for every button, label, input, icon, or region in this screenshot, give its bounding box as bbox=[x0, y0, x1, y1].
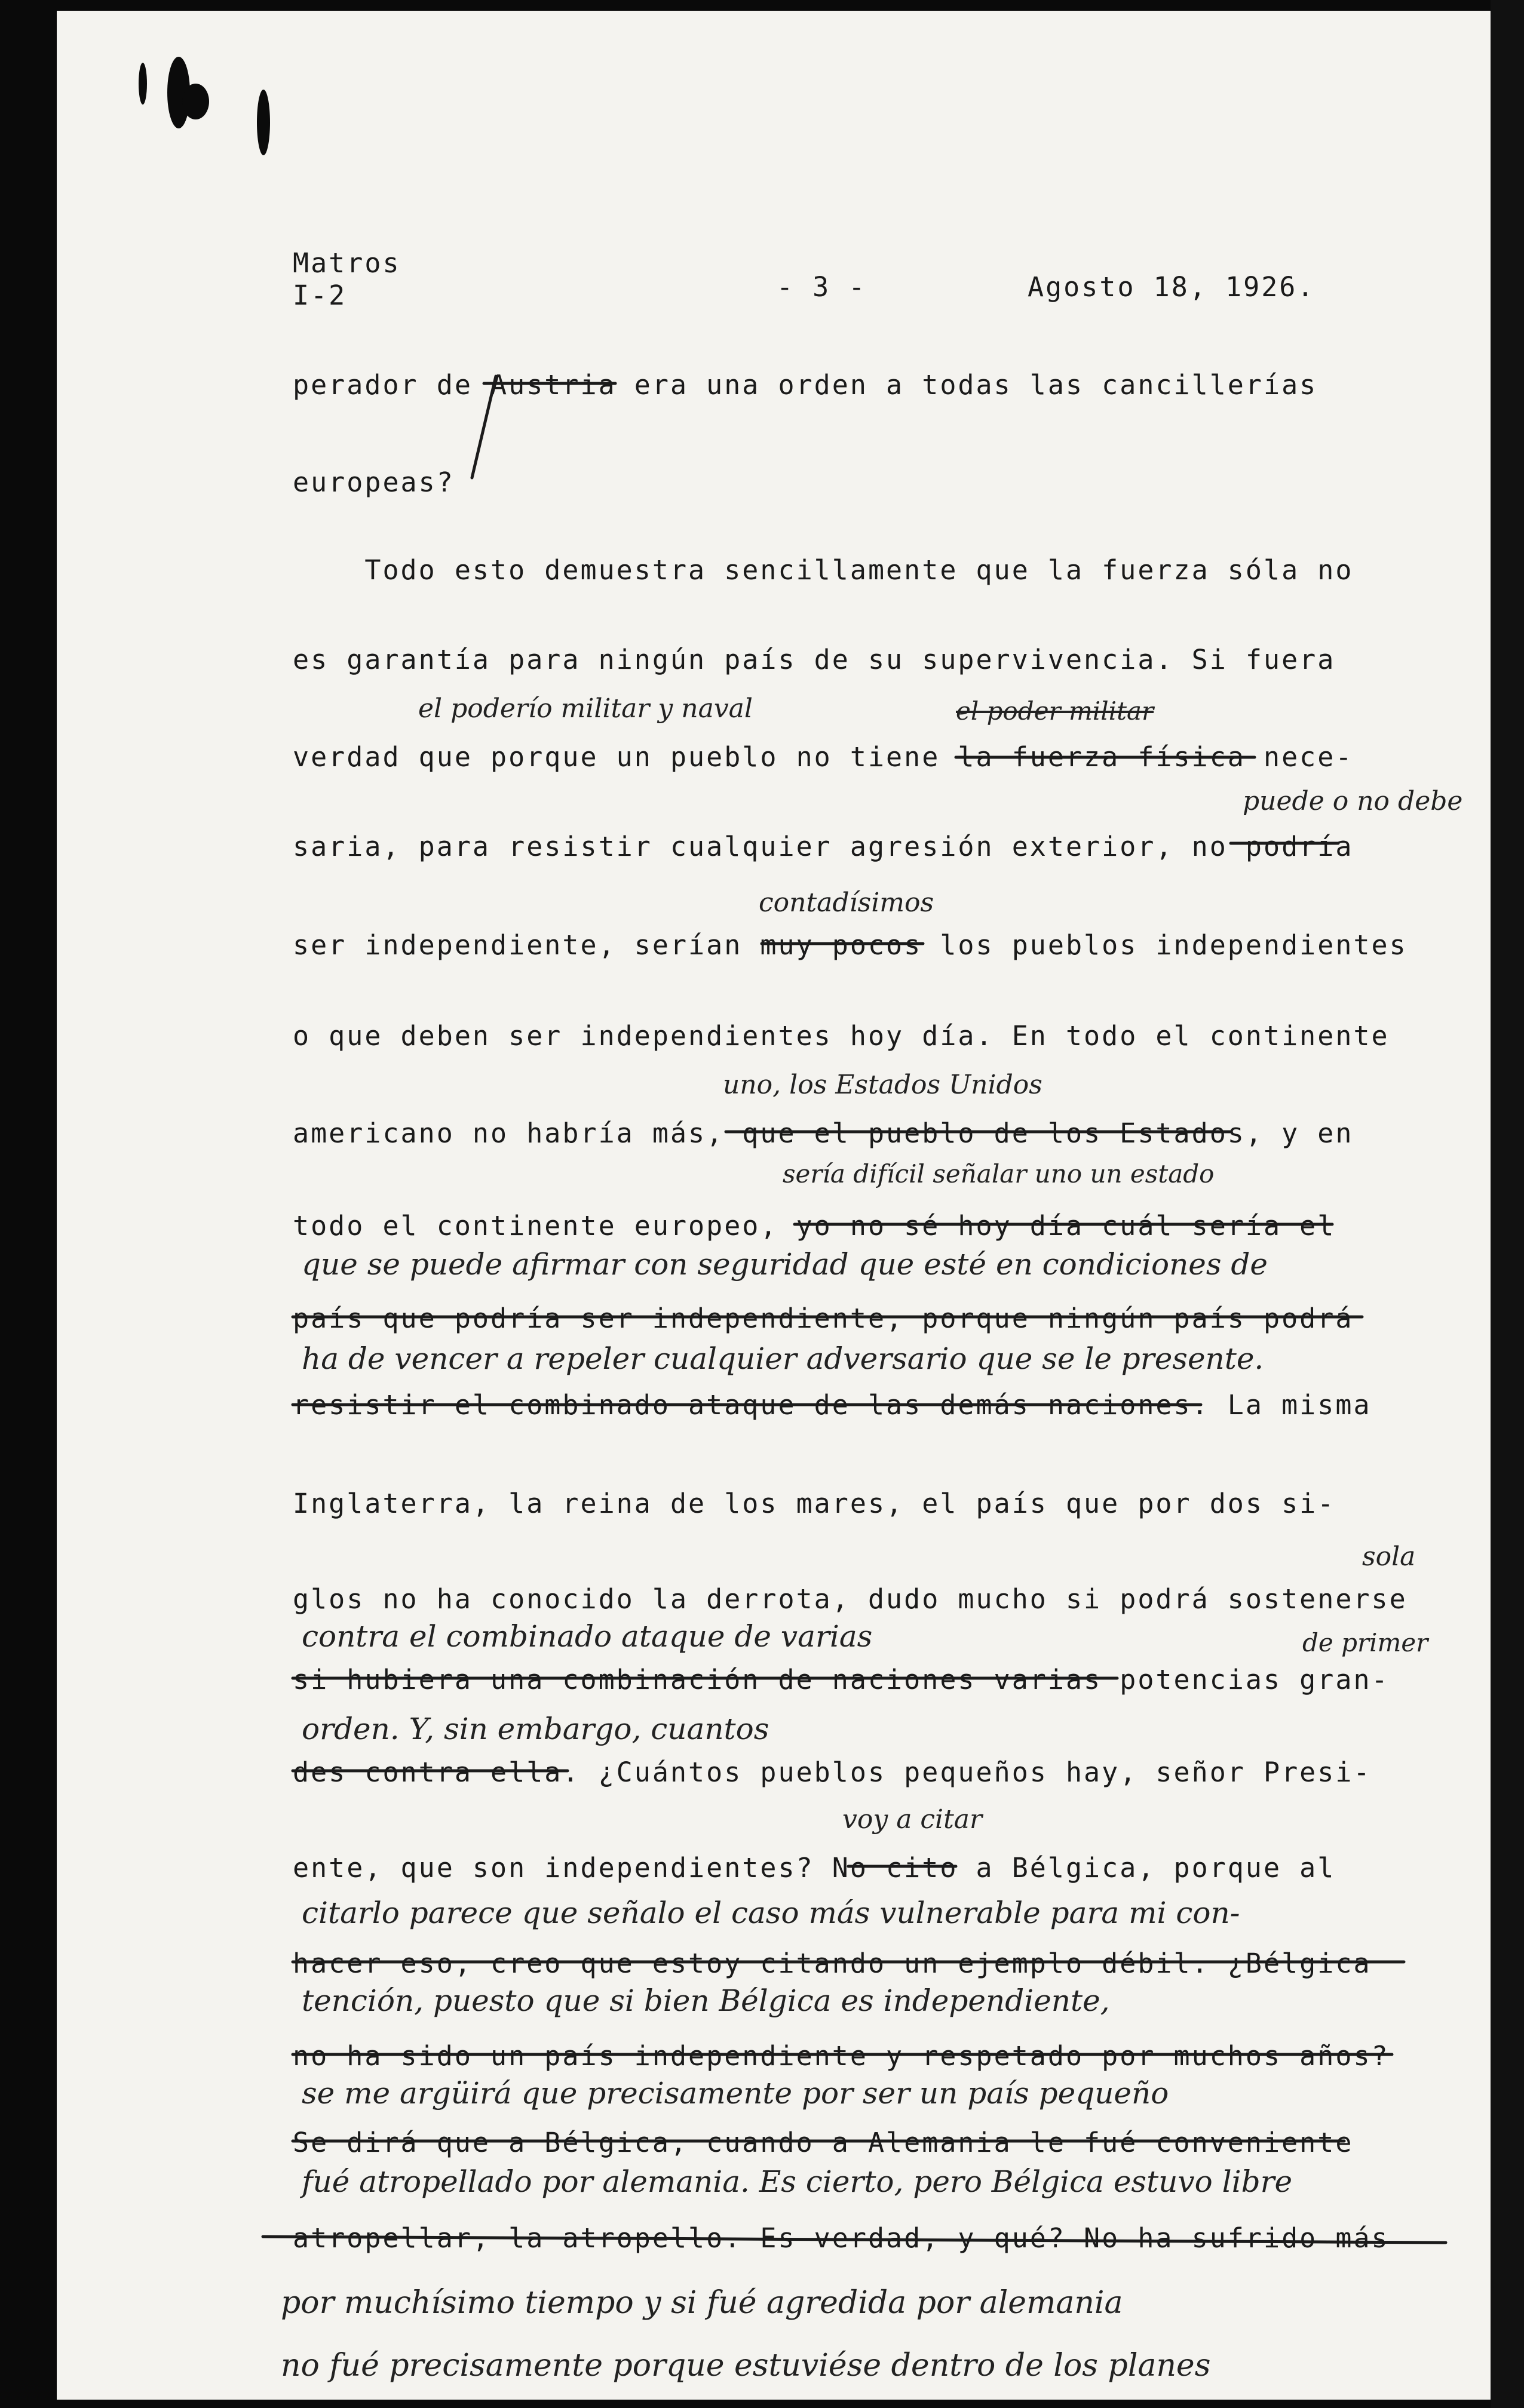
page-number: - 3 - bbox=[777, 271, 867, 303]
handwritten-note: sería difícil señalar uno un estado bbox=[783, 1159, 1215, 1188]
typed-line: Se dirá que a Bélgica, cuando a Alemania le fué conveniente bbox=[293, 2127, 1354, 2158]
typed-line: ser independiente, serían muy pocos los pueblos independientes bbox=[293, 929, 1408, 961]
typed-line: es garantía para ningún país de su supervivencia. Si fuera bbox=[293, 644, 1336, 675]
typed-line: no ha sido un país independiente y respetado por muchos años? bbox=[293, 2040, 1390, 2072]
handwritten-note: puede o no debe bbox=[1243, 786, 1463, 816]
handwritten-note: el poder militar bbox=[956, 696, 1154, 726]
handwritten-note: ha de vencer a repeler cualquier adversario que se le presente. bbox=[302, 1341, 1264, 1376]
typed-line: Todo esto demuestra sencillamente que la fuerza sóla no bbox=[293, 554, 1354, 586]
typed-line: si hubiera una combinación de naciones varias potencias gran- bbox=[293, 1664, 1390, 1696]
handwritten-note: voy a citar bbox=[842, 1804, 983, 1835]
typed-line: des contra ella. ¿Cuántos pueblos pequeños hay, señor Presi- bbox=[293, 1756, 1372, 1788]
handwritten-note: sola bbox=[1362, 1541, 1416, 1572]
handwritten-note: se me argüirá que precisamente por ser un país pequeño bbox=[302, 2076, 1169, 2111]
typed-line: americano no habría más, que el pueblo de los Estados, y en bbox=[293, 1117, 1354, 1149]
header-date: Agosto 18, 1926. bbox=[1028, 271, 1316, 303]
handwritten-note: fué atropellado por alemania. Es cierto, pero Bélgica estuvo libre bbox=[302, 2164, 1293, 2199]
handwritten-note: el poderío militar y naval bbox=[418, 693, 753, 724]
typed-line: país que podría ser independiente, porque ningún país podrá bbox=[293, 1303, 1354, 1334]
header-author: Matros bbox=[293, 247, 401, 279]
typed-line: saria, para resistir cualquier agresión exterior, no podría bbox=[293, 831, 1354, 862]
typed-line: o que deben ser independientes hoy día. En todo el continente bbox=[293, 1020, 1390, 1052]
typed-line: europeas? bbox=[293, 466, 455, 498]
typed-line: hacer eso, creo que estoy citando un ejemplo débil. ¿Bélgica bbox=[293, 1948, 1372, 1979]
handwritten-note: de primer bbox=[1302, 1628, 1428, 1657]
typed-line: verdad que porque un pueblo no tiene la fuerza física nece- bbox=[293, 741, 1354, 773]
handwritten-note: citarlo parece que señalo el caso más vulnerable para mi con- bbox=[302, 1896, 1240, 1930]
handwritten-note: contadísimos bbox=[759, 887, 934, 918]
caret-mark bbox=[472, 376, 496, 478]
handwritten-note: orden. Y, sin embargo, cuantos bbox=[302, 1712, 769, 1746]
typed-line: glos no ha conocido la derrota, dudo mucho si podrá sostenerse bbox=[293, 1583, 1408, 1615]
handwritten-note: contra el combinado ataque de varias bbox=[302, 1619, 873, 1654]
handwritten-note: tención, puesto que si bien Bélgica es independiente, bbox=[302, 1983, 1110, 2018]
strike-line bbox=[263, 2237, 1446, 2243]
handwritten-note: no fué precisamente porque estuviése dentro de los planes bbox=[281, 2348, 1211, 2384]
typed-line: ente, que son independientes? No cito a Bélgica, porque al bbox=[293, 1852, 1336, 1884]
typed-line: perador de Austria era una orden a todas las cancillerías bbox=[293, 369, 1318, 401]
handwritten-note: uno, los Estados Unidos bbox=[723, 1070, 1042, 1100]
typed-line: todo el continente europeo, yo no sé hoy día cuál sería el bbox=[293, 1210, 1336, 1242]
typed-line: Inglaterra, la reina de los mares, el país que por dos si- bbox=[293, 1488, 1336, 1519]
handwritten-note: que se puede afirmar con seguridad que esté en condiciones de bbox=[302, 1247, 1268, 1282]
handwritten-note: por muchísimo tiempo y si fué agredida por alemania bbox=[281, 2285, 1123, 2321]
typed-line: resistir el combinado ataque de las demás naciones. La misma bbox=[293, 1389, 1372, 1421]
typed-line: atropellar, la atropello. Es verdad, y qué? No ha sufrido más bbox=[293, 2222, 1390, 2254]
header-code: I-2 bbox=[293, 280, 347, 311]
